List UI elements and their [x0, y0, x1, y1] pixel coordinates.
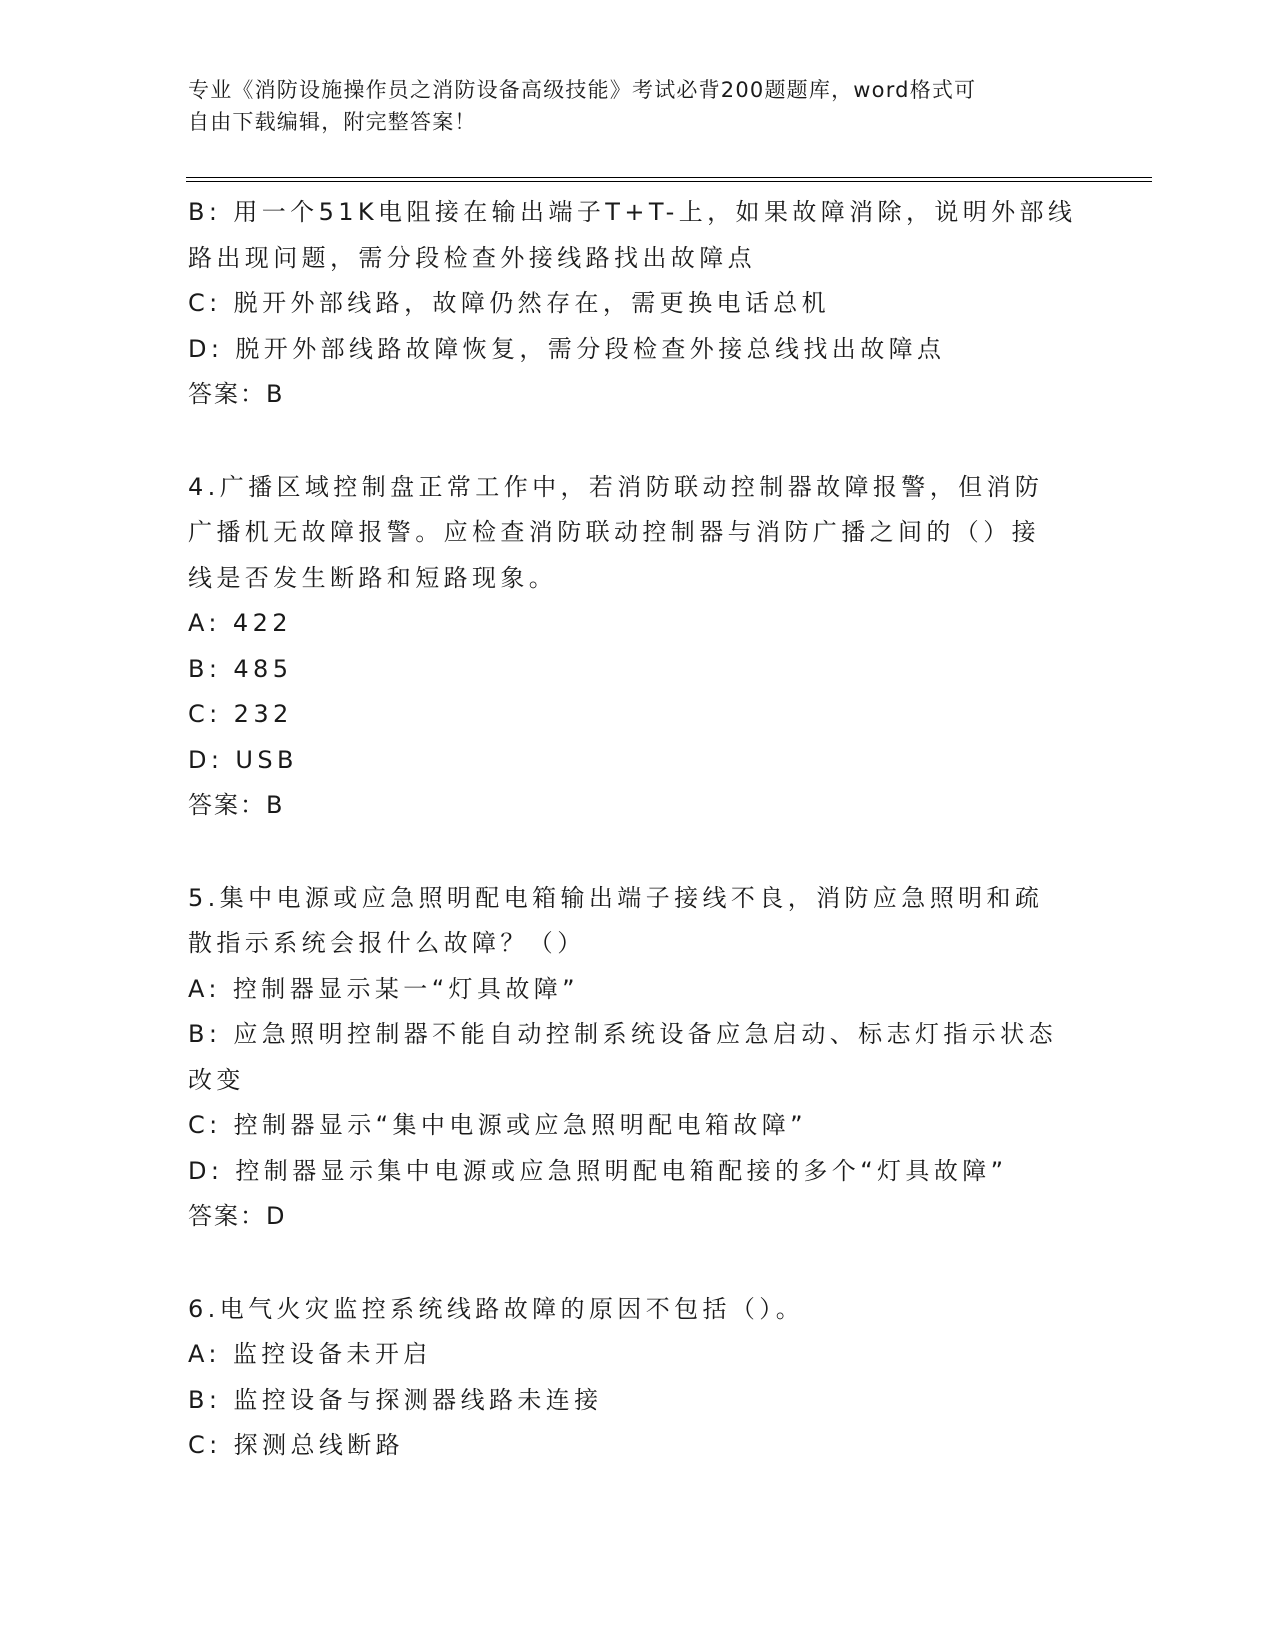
question-stem-line-2: 散指示系统会报什么故障？（） [188, 929, 586, 957]
question-6 [188, 1287, 1088, 1469]
option-c: C: 探测总线断路 [188, 1431, 405, 1459]
question-content [188, 190, 1088, 1469]
option-b: B: 监控设备与探测器线路未连接 [188, 1385, 603, 1414]
option-c: C: 控制器显示“集中电源或应急照明配电箱故障” [188, 1111, 807, 1139]
answer: 答案：D [188, 1202, 287, 1230]
option-d: D: USB [188, 745, 298, 774]
question-4 [188, 465, 1088, 829]
question-stem-line-1: 5.集中电源或应急照明配电箱输出端子接线不良，消防应急照明和疏 [188, 883, 1044, 912]
option-c: C: 232 [188, 700, 293, 728]
option-d: D: 脱开外部线路故障恢复，需分段检查外接总线找出故障点 [188, 334, 946, 363]
option-a: A: 监控设备未开启 [188, 1340, 432, 1368]
header-divider [186, 177, 1152, 182]
answer: 答案：B [188, 791, 285, 819]
header-line-1: 专业《消防设施操作员之消防设备高级技能》考试必背200题题库，word格式可 [188, 78, 977, 102]
header-line-2: 自由下载编辑，附完整答案！ [188, 110, 477, 134]
option-b: B: 485 [188, 654, 293, 683]
option-d: D: 控制器显示集中电源或应急照明配电箱配接的多个“灯具故障” [188, 1156, 1008, 1185]
question-stem-line-2: 广播机无故障报警。应检查消防联动控制器与消防广播之间的（）接 [188, 518, 1040, 546]
answer: 答案：B [188, 380, 285, 408]
question-5 [188, 876, 1088, 1240]
question-stem-line-1: 4.广播区域控制盘正常工作中，若消防联动控制器故障报警，但消防 [188, 472, 1044, 501]
question-stem-line-3: 线是否发生断路和短路现象。 [188, 563, 558, 592]
option-b-line-2: 路出现问题，需分段检查外接线路找出故障点 [188, 243, 756, 272]
option-c: C: 脱开外部线路，故障仍然存在，需更换电话总机 [188, 289, 831, 317]
option-a: A: 控制器显示某一“灯具故障” [188, 974, 579, 1003]
option-a: A: 422 [188, 609, 292, 637]
question-stem-line-1: 6.电气火灾监控系统线路故障的原因不包括（）。 [188, 1294, 805, 1323]
option-b-line-2: 改变 [188, 1065, 245, 1094]
option-b-line-1: B: 应急照明控制器不能自动控制系统设备应急启动、标志灯指示状态 [188, 1020, 1057, 1048]
option-b-line-1: B: 用一个51K电阻接在输出端子T+T-上，如果故障消除，说明外部线 [188, 198, 1077, 226]
question-3-tail [188, 190, 1088, 418]
document-header [188, 74, 1088, 138]
